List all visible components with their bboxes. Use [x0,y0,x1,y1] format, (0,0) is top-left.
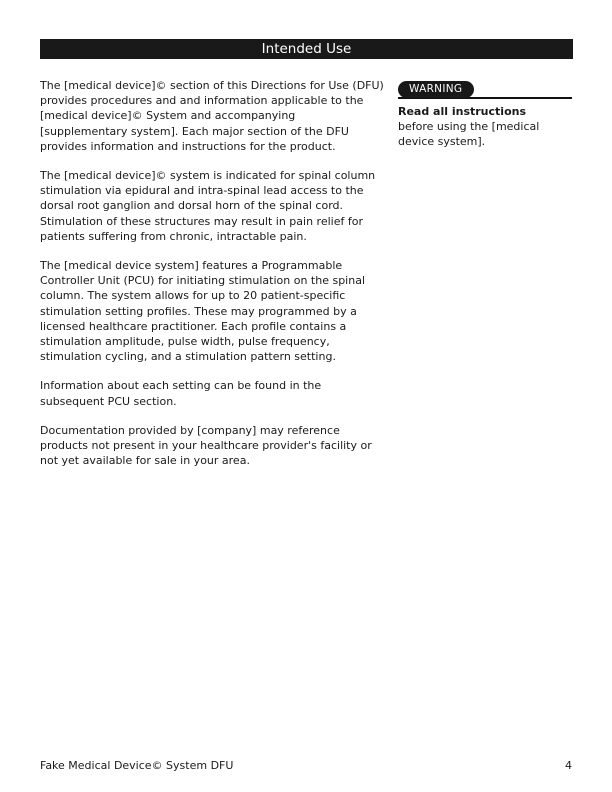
warning-body: before using the [medical device system]. [398,120,540,149]
warning-header-rule [398,80,572,99]
paragraph-settings-info: Information about each setting can be found in the subsequent PCU section. [40,379,322,408]
footer-document-title: Fake Medical Device© System DFU [40,759,234,772]
warning-sidebar [398,80,572,150]
paragraph-indication: The [medical device]© system is indicated for spinal column stimulation via epidural and intra-spinal lead access to the dorsal root ganglion and dorsal horn of the spinal cord. Stimulation of these structures may result in pain relief for patients suffering from chronic, intractable pain. [40,169,376,243]
section-title: Intended Use [261,41,352,57]
body-text-column [40,78,385,482]
page-footer [40,758,572,773]
section-header-bar [40,39,573,59]
warning-text [398,104,561,150]
warning-lead-bold: Read all instructions [398,105,526,118]
warning-badge: WARNING [398,81,474,98]
paragraph-intro: The [medical device]© section of this Directions for Use (DFU) provides procedures and and information applicable to the [medical device]© System and accompanying [supplementary system]. Each major section of the DFU provides information and instructions for the product. [40,79,384,153]
paragraph-pcu-features: The [medical device system] features a Programmable Controller Unit (PCU) for initiating stimulation on the spinal column. The system allows for up to 20 patient-specific stimulation setting profiles. These may programmed by a licensed healthcare practitioner. Each profile contains a stimulation amplitude, pulse width, pulse frequency, stimulation cycling, and a stimulation pattern setting. [40,259,366,364]
page-number: 4 [565,759,572,772]
paragraph-documentation: Documentation provided by [company] may reference products not present in your healthcare provider's facility or not yet available for sale in your area. [40,423,372,468]
